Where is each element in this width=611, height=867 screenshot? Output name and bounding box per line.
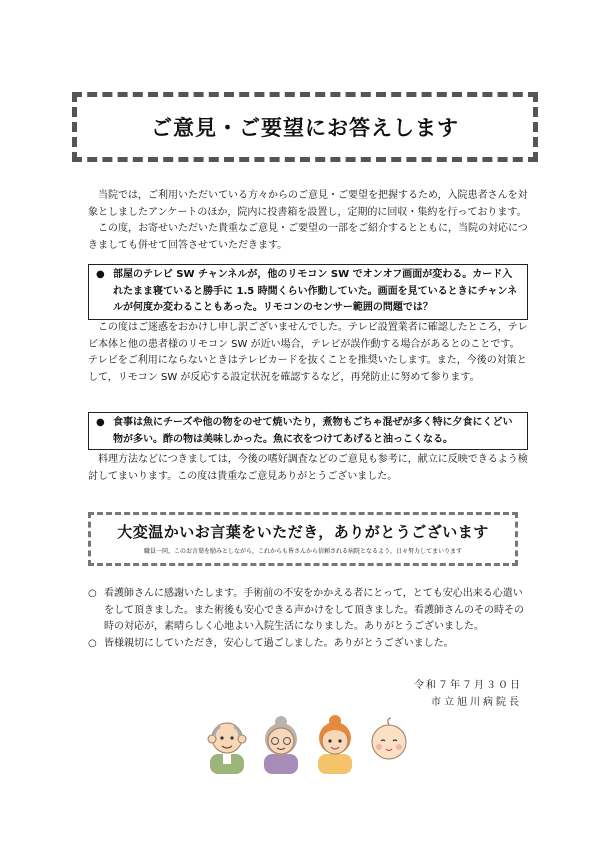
comments-list bbox=[88, 586, 528, 652]
grandfather-icon bbox=[204, 714, 250, 774]
intro-paragraph-2: この度，お寄せいただいた貴重なご意見・ご要望の一部をご紹介するとともに，当院の対応につきましても併せて回答させていただきます。 bbox=[88, 223, 528, 251]
thanks-box bbox=[88, 512, 518, 566]
comment-text-2: 皆様親切にしていただき，安心して過ごしました。ありがとうございました。 bbox=[104, 637, 454, 649]
intro-paragraph-1: 当院では，ご利用いただいている方々からのご意見・ご要望を把握するため，入院患者さんを対象としましたアンケートのほか，院内に投書箱を設置し，定期的に回収・集約を行っております。 bbox=[88, 190, 528, 218]
comment-text-1: 看護師さんに感謝いたします。手術前の不安をかかえる者にとって，とても安心出来る心遣いをして頂きました。また術後も安心できる声かけをして頂きました。看護師さんのその時その時の対応が，素晴らしく心地よい入院生活になりました。ありがとうございました。 bbox=[104, 588, 524, 632]
circle-icon: ○ bbox=[88, 637, 97, 649]
intro-text bbox=[88, 188, 528, 254]
answer-text-1: この度はご迷惑をおかけし申し訳ございませんでした。テレビ設置業者に確認したところ，テレビ本体と他の患者様のリモコン SW が近い場合，テレビが誤作動する場合があるとのことです。テレビをご利用にならないときはテレビカードを抜くことを推奨いたします。また，今後の対策として，リモコン SW が反応する設定状況を確認するなど，再発防止に努めて参ります。 bbox=[88, 322, 528, 383]
answer-text-2: 料理方法などにつきましては，今後の嗜好調査などのご意見も参考に，献立に反映できるよう検討してまいります。この度は貴重なご意見ありがとうございました。 bbox=[88, 454, 528, 482]
answer-2 bbox=[88, 452, 528, 485]
baby-icon bbox=[366, 714, 412, 774]
woman-icon bbox=[312, 714, 358, 774]
question-text-1: 部屋のテレビ SW チャンネルが，他のリモコン SW でオンオフ画面が変わる。カード入れたまま寝ていると勝手に 1.5 時間くらい作動していた。画面を見ているときにチャンネルが何度か変わることもあった。リモコンのセンサー範囲の問題では？ bbox=[113, 269, 518, 313]
bullet-icon: ● bbox=[96, 269, 105, 280]
title-box bbox=[72, 92, 538, 162]
signer: 市立旭川病院長 bbox=[431, 697, 522, 708]
question-text-2: 食事は魚にチーズや他の物をのせて焼いたり，煮物もごちゃ混ぜが多く特に夕食にくどい物が多い。酢の物は美味しかった。魚に衣をつけてあげると油っこくなる。 bbox=[113, 417, 513, 445]
question-box-1 bbox=[88, 264, 528, 320]
thanks-title: 大変温かいお言葉をいただき，ありがとうございます bbox=[117, 523, 489, 541]
thanks-subtitle: 職員一同，このお言葉を励みとしながら，これからも皆さんから信頼される病院となるよう，日々努力してまいります bbox=[143, 548, 462, 555]
circle-icon: ○ bbox=[88, 588, 97, 599]
page-title: ご意見・ご要望にお答えします bbox=[151, 116, 459, 140]
date: 令和７年７月３０日 bbox=[414, 680, 522, 691]
answer-1 bbox=[88, 320, 528, 386]
list-item bbox=[88, 636, 528, 653]
question-box-2 bbox=[88, 412, 528, 450]
bullet-icon: ● bbox=[96, 417, 105, 428]
list-item bbox=[88, 586, 528, 636]
grandmother-icon bbox=[258, 714, 304, 774]
family-illustration bbox=[204, 714, 414, 776]
